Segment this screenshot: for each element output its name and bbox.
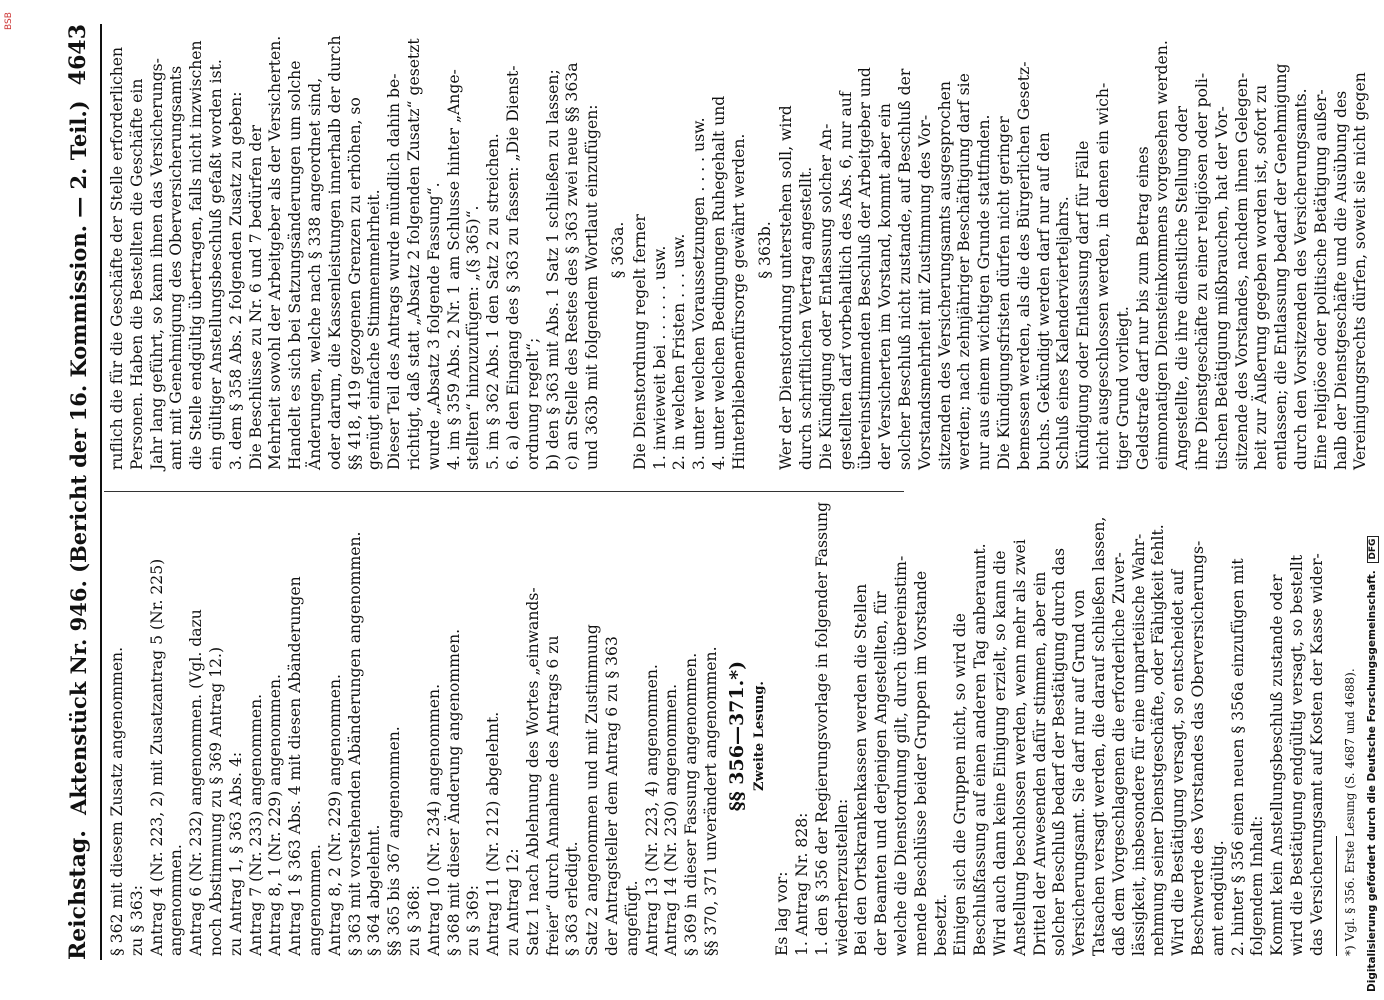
text-line: sitzenden des Versicherungsamts ausgesprochen [935, 81, 954, 470]
text-line: welche die Dienstordnung gilt, durch übereinstim- [892, 555, 911, 956]
text-line: durch schriftlichen Vertrag angestellt. [797, 166, 816, 470]
right-column-block-363b [777, 30, 1371, 470]
text-line: Antrag 13 (Nr. 223, 4) angenommen. [642, 664, 661, 956]
right-column [108, 30, 1371, 470]
text-line: Antrag 1 § 363 Abs. 4 mit diesen Abänderungen [286, 576, 305, 956]
text-line: Mehrheit sowohl der Arbeitgeber als der Versicherten. [266, 35, 285, 470]
paragraph-363b-heading: § 363b. [755, 221, 774, 279]
text-line: Antrag 7 (Nr. 233) angenommen. [246, 693, 265, 956]
section-heading: §§ 356—371.*) [725, 660, 748, 812]
text-line: die Stelle endgültig übertragen, falls nicht inzwischen [187, 40, 206, 470]
text-line: 1. inwieweit bei . . . . . . usw. [650, 245, 669, 470]
text-line: gestellten darf vorbehaltlich des Abs. 6, nur auf [836, 91, 855, 470]
text-line: § 368 mit dieser Änderung angenommen. [444, 628, 463, 956]
text-line: zu § 368: [404, 885, 423, 956]
text-line: Wer der Dienstordnung unterstehen soll, wird [777, 105, 796, 470]
text-line: buchs. Gekündigt werden darf nur auf den [1034, 132, 1053, 470]
text-line: werden; nach zehnjähriger Beschäftigung darf sie [955, 73, 974, 470]
text-line: zu Antrag 12: [503, 848, 522, 956]
text-line: Tatsachen versagt werden, die darauf schließen lassen, [1090, 516, 1109, 956]
footnote-rule [1336, 836, 1337, 956]
text-line: Kündigung oder Entlassung darf für Fälle [1074, 140, 1093, 470]
text-line: 6. a) den Eingang des § 363 zu fassen: „Die Dienst- [503, 65, 522, 470]
text-line: oder darum, die Kassenleistungen innerhalb der durch [325, 35, 344, 470]
text-line: entlassen; die Entlassung bedarf der Genehmigung [1272, 63, 1291, 470]
text-line: halb der Dienstgeschäfte und die Ausübung des [1331, 90, 1350, 470]
text-line: wird die Bestätigung endgültig versagt, so bestellt [1288, 554, 1307, 956]
left-column [108, 501, 1360, 956]
text-line: 3. dem § 358 Abs. 2 folgenden Zusatz zu geben: [226, 91, 245, 470]
text-line: stellten“ hinzuzufügen: „(§ 365)“. [464, 205, 483, 470]
text-line: mende Beschlüsse beider Gruppen im Vorstande [911, 570, 930, 956]
text-line: Geldstrafe darf nur bis zum Betrag eines [1133, 146, 1152, 470]
text-line: angenommen. [167, 844, 186, 956]
text-line: folgendem Inhalt: [1248, 815, 1267, 956]
text-line: Bei den Ortskrankenkassen werden die Stellen [852, 583, 871, 956]
text-line: wurde „Absatz 3 folgende Fassung“. [424, 182, 443, 470]
header-left: Reichstag. [65, 830, 91, 960]
text-line: Drittel der Anwesenden dafür stimmen, aber ein [1030, 571, 1049, 956]
text-line: solcher Beschluß bedarf der Bestätigung durch das [1050, 548, 1069, 956]
text-line: 4. unter welchen Bedingungen Ruhegehalt und [709, 95, 728, 470]
text-line: besetzt. [931, 893, 950, 956]
text-line: Jahr lang geführt, so kann ihnen das Versicherungs- [147, 58, 166, 470]
text-line: Dieser Teil des Antrags wurde mündlich dahin be- [385, 73, 404, 470]
text-line: und 363b mit folgendem Wortlaut einzufügen: [583, 104, 602, 470]
text-line: § 363 erledigt. [563, 841, 582, 956]
page-number: 4643 [65, 24, 91, 86]
text-line: ein gültiger Anstellungsbeschluß gefaßt worden ist. [206, 59, 225, 470]
text-line: zu § 363: [127, 885, 146, 956]
right-column-block-363a [631, 30, 750, 470]
text-line: solcher Beschluß nicht zustande, auf Beschluß der [896, 68, 915, 470]
header-title: Aktenstück Nr. 946. (Bericht der 16. Kommission. — 2. Teil.) [65, 100, 91, 815]
text-line: der Beamten und derjenigen Angestellten, für [872, 591, 891, 956]
text-line: sitzende des Vorstandes, nachdem ihnen Gelegen- [1232, 72, 1251, 470]
text-line: 1. den § 356 der Regierungsvorlage in folgender Fassung [812, 501, 831, 956]
text-line: Einigen sich die Gruppen nicht, so wird die [951, 613, 970, 956]
text-line: 4. im § 359 Abs. 2 Nr. 1 am Schlusse hinter „Ange- [444, 69, 463, 470]
text-line: genügt einfache Stimmenmehrheit. [365, 189, 384, 470]
text-line: Handelt es sich bei Satzungsänderungen um solche [286, 60, 305, 470]
left-column-block-2 [773, 501, 1327, 956]
text-line: § 362 mit diesem Zusatz angenommen. [108, 646, 126, 956]
text-line: ihre Dienstgeschäfte zu einer religiösen oder poli- [1193, 72, 1212, 470]
text-line: c) an Stelle des Restes des § 363 zwei neue §§ 363a [563, 62, 582, 470]
text-line: nehmung seiner Dienstgeschäfte, oder Fähigkeit fehlt. [1149, 524, 1168, 956]
text-line: amt endgültig. [1208, 840, 1227, 956]
text-line: Vereinigungsrechts dürfen, soweit sie nicht gegen [1351, 72, 1370, 470]
text-line: ordnung regelt“; [523, 337, 542, 470]
right-column-block-1 [108, 30, 603, 470]
text-line: Eine religiöse oder politische Betätigung außer- [1311, 89, 1330, 470]
text-line: zu Antrag 1, § 363 Abs. 4: [226, 751, 245, 956]
text-line: angenommen. [305, 844, 324, 956]
corner-mark: BSB [4, 12, 14, 30]
text-line: Beschwerde des Vorstandes das Oberversicherungs- [1189, 540, 1208, 956]
text-line: § 363 mit vorstehenden Abänderungen angenommen. [345, 531, 364, 956]
running-header [58, 24, 98, 960]
text-line: das Versicherungsamt auf Kosten der Kasse wider- [1307, 553, 1326, 956]
text-line: tiger Grund vorliegt. [1113, 306, 1132, 470]
text-line: ruflich die für die Geschäfte der Stelle erforderlichen [108, 46, 126, 470]
text-line: Die Beschlüsse zu Nr. 6 und 7 bedürfen der [246, 124, 265, 470]
text-line: angefügt. [622, 880, 641, 956]
text-line: Versicherungsamt. Sie darf nur auf Grund von [1070, 589, 1089, 956]
text-line: §§ 370, 371 unverändert angenommen. [701, 646, 720, 956]
text-line: Antrag 11 (Nr. 212) abgelehnt. [484, 711, 503, 956]
text-line: Es lag vor: [773, 871, 792, 956]
text-line: § 369 in dieser Fassung angenommen. [682, 652, 701, 956]
text-line: Vorstandsmehrheit mit Zustimmung des Vor- [915, 114, 934, 470]
text-line: Antrag 8, 2 (Nr. 229) angenommen. [325, 674, 344, 956]
text-line: 5. im § 362 Abs. 1 den Satz 2 zu streichen. [484, 133, 503, 470]
text-line: Antrag 4 (Nr. 223, 2) mit Zusatzantrag 5 (Nr. 225) [147, 558, 166, 956]
digitization-text: Digitalisierung gefördert durch die Deutsche Forschungsgemeinschaft. [1366, 570, 1378, 992]
text-line: Wird auch dann keine Einigung erzielt, so kann die [991, 550, 1010, 956]
paragraph-363a-heading: § 363a. [608, 221, 627, 279]
text-line: Beschlußfassung auf einen anderen Tag anberaumt. [971, 543, 990, 956]
text-line: richtigt, daß statt „Absatz 2 folgenden Zusatz“ gesetzt [404, 38, 423, 470]
text-line: Kommt kein Anstellungsbeschluß zustande oder [1268, 574, 1287, 956]
text-line: Änderungen, welche nach § 338 angeordnet sind, [305, 77, 324, 470]
text-line: Die Dienstordnung regelt ferner [630, 214, 649, 470]
text-line: durch den Vorsitzenden des Versicherungsamts. [1292, 88, 1311, 470]
text-line: Satz 2 angenommen und mit Zustimmung [583, 624, 602, 956]
column-divider [104, 491, 904, 492]
text-line: b) den § 363 mit Abs. 1 Satz 1 schließen zu lassen; [543, 69, 562, 470]
text-line: 2. in welchen Fristen . . . usw. [670, 233, 689, 470]
text-line: Antrag 8, 1 (Nr. 229) angenommen. [266, 674, 285, 956]
text-line: Die Kündigungsfristen dürfen nicht geringer [995, 116, 1014, 470]
text-line: 2. hinter § 356 einen neuen § 356a einzufügen mit [1228, 558, 1247, 956]
text-line: §§ 365 bis 367 angenommen. [385, 726, 404, 956]
text-line: lässigkeit, insbesondere für eine unparteiische Wahr- [1129, 533, 1148, 956]
text-line: Antrag 6 (Nr. 232) angenommen. (Vgl. dazu [187, 609, 206, 956]
text-line: übereinstimmenden Beschluß der Arbeitgeber und [856, 67, 875, 470]
digitization-note [1366, 12, 1379, 992]
footnote: *) Vgl. § 356. Erste Lesung (S. 4687 und 4688). [1342, 668, 1357, 956]
text-line: noch Abstimmung zu § 369 Antrag 12.) [206, 646, 225, 956]
text-line: Anstellung beschlossen werden, wenn mehr als zwei [1010, 539, 1029, 956]
text-line: der Versicherten im Vorstand, kommt aber ein [876, 103, 895, 470]
header-rule [100, 24, 102, 960]
text-line: amt mit Genehmigung des Oberversicherungsamts [167, 65, 186, 470]
text-line: Satz 1 nach Ablehnung des Wortes „einwands- [523, 587, 542, 956]
section-subheading: Zweite Lesung. [751, 681, 767, 791]
text-line: Hinterbliebenenfürsorge gewährt werden. [729, 133, 748, 470]
text-line: freier“ durch Annahme des Antrags 6 zu [543, 635, 562, 956]
text-line: einmonatigen Diensteinkommens vorgesehen werden. [1153, 40, 1172, 470]
text-line: der Antragsteller dem Antrag 6 zu § 363 [602, 636, 621, 956]
text-line: Wird die Bestätigung versagt, so entscheidet auf [1169, 569, 1188, 956]
text-line: nur aus einem wichtigen Grunde stattfinden. [975, 114, 994, 470]
text-line: zu § 369: [464, 885, 483, 956]
text-line: 3. unter welchen Voraussetzungen . . . . usw. [690, 117, 709, 470]
text-line: heit zur Äußerung gegeben worden ist, sofort zu [1252, 84, 1271, 470]
text-line: Schluß eines Kalendervierteljahrs. [1054, 196, 1073, 470]
text-line: 1. Antrag Nr. 828: [793, 812, 812, 956]
text-line: Personen. Haben die Bestellten die Geschäfte ein [127, 78, 146, 470]
dfg-logo: DFG [1367, 536, 1379, 563]
text-line: nicht ausgeschlossen werden, in denen ein wich- [1094, 82, 1113, 470]
text-line: tischen Betätigung mißbrauchen, hat der Vor- [1212, 106, 1231, 470]
text-line: Angestellte, die ihre dienstliche Stellung oder [1173, 106, 1192, 470]
text-line: Antrag 10 (Nr. 234) angenommen. [424, 683, 443, 956]
text-line: Die Kündigung oder Entlassung solcher An- [816, 123, 835, 470]
text-line: Antrag 14 (Nr. 230) angenommen. [662, 683, 681, 956]
text-line: §§ 418, 419 gezogenen Grenzen zu erhöhen, so [345, 97, 364, 470]
text-line: bemessen werden, als die des Bürgerlichen Gesetz- [1014, 61, 1033, 470]
text-line: wiederherzustellen: [832, 798, 851, 956]
left-column-block-1 [108, 516, 722, 956]
text-line: daß dem Vorgeschlagenen die erforderliche Zuver- [1109, 552, 1128, 956]
text-line: § 364 abgelehnt. [365, 824, 384, 956]
